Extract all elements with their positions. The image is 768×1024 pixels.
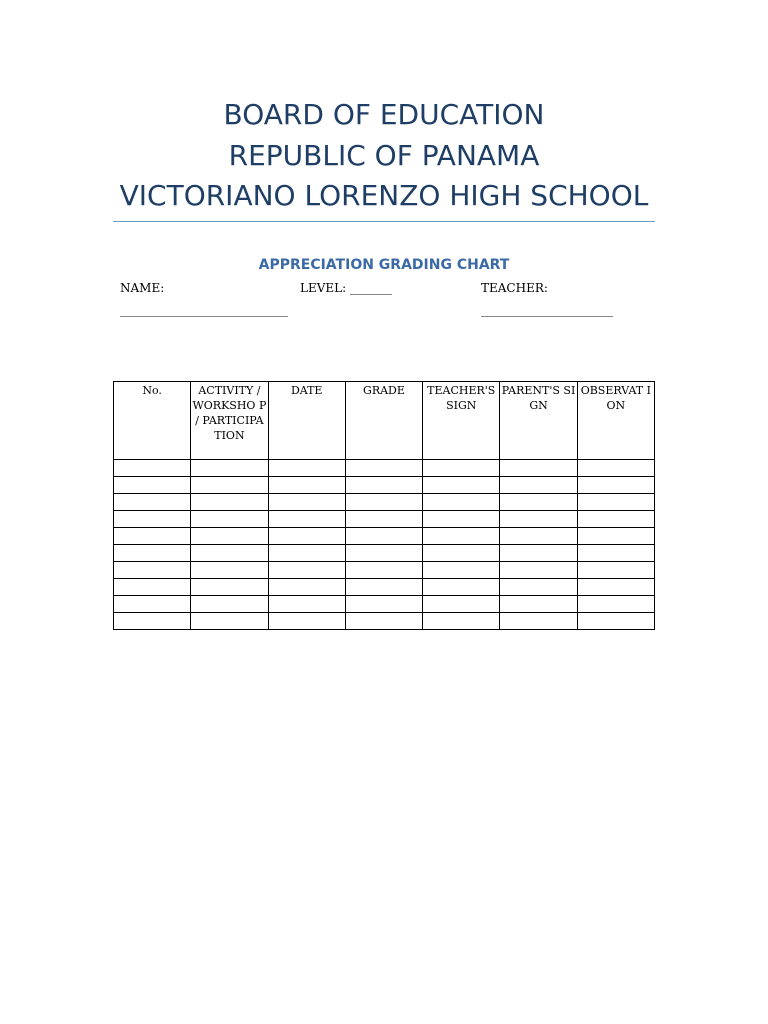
table-cell xyxy=(345,511,422,528)
table-cell xyxy=(191,477,268,494)
table-cell xyxy=(577,613,654,630)
table-cell xyxy=(191,545,268,562)
table-cell xyxy=(577,511,654,528)
table-cell xyxy=(114,596,191,613)
table-row xyxy=(114,460,655,477)
table-cell xyxy=(423,613,500,630)
table-cell xyxy=(577,528,654,545)
table-cell xyxy=(577,460,654,477)
grading-table xyxy=(113,381,655,630)
table-cell xyxy=(114,477,191,494)
col-header-parent-sign: PARENT'S SIGN xyxy=(500,382,577,460)
table-row xyxy=(114,477,655,494)
table-cell xyxy=(345,562,422,579)
table-cell xyxy=(191,579,268,596)
table-cell xyxy=(345,494,422,511)
table-cell xyxy=(500,494,577,511)
table-cell xyxy=(268,596,345,613)
table-cell xyxy=(500,528,577,545)
table-cell xyxy=(114,579,191,596)
table-row xyxy=(114,494,655,511)
table-cell xyxy=(577,562,654,579)
table-cell xyxy=(500,511,577,528)
table-cell xyxy=(345,545,422,562)
table-cell xyxy=(423,596,500,613)
header-republic: REPUBLIC OF PANAMA xyxy=(228,139,540,172)
table-cell xyxy=(268,562,345,579)
col-header-grade: GRADE xyxy=(345,382,422,460)
table-cell xyxy=(500,460,577,477)
table-row xyxy=(114,613,655,630)
table-cell xyxy=(191,494,268,511)
table-cell xyxy=(114,511,191,528)
table-cell xyxy=(268,511,345,528)
table-row xyxy=(114,579,655,596)
table-cell xyxy=(423,494,500,511)
table-cell xyxy=(114,494,191,511)
table-cell xyxy=(423,562,500,579)
table-body xyxy=(114,460,655,630)
table-cell xyxy=(345,528,422,545)
table-cell xyxy=(577,494,654,511)
table-cell xyxy=(268,545,345,562)
table-cell xyxy=(423,579,500,596)
table-cell xyxy=(500,579,577,596)
table-cell xyxy=(114,545,191,562)
table-cell xyxy=(191,596,268,613)
table-cell xyxy=(345,596,422,613)
table-cell xyxy=(114,562,191,579)
table-cell xyxy=(268,579,345,596)
table-row xyxy=(114,528,655,545)
table-row xyxy=(114,596,655,613)
name-blank-line: ____________________________ xyxy=(120,303,288,317)
table-cell xyxy=(268,494,345,511)
table-cell xyxy=(191,613,268,630)
table-cell xyxy=(577,477,654,494)
table-cell xyxy=(500,477,577,494)
table-cell xyxy=(345,613,422,630)
table-cell xyxy=(500,596,577,613)
level-label: LEVEL: _______ xyxy=(300,281,392,295)
table-cell xyxy=(345,477,422,494)
table-cell xyxy=(191,511,268,528)
teacher-blank-line: ______________________ xyxy=(481,303,613,317)
table-cell xyxy=(268,460,345,477)
table-cell xyxy=(345,460,422,477)
table-row xyxy=(114,511,655,528)
col-header-activity: ACTIVITY / WORKSHO P / PARTICIPA TION xyxy=(191,382,268,460)
col-header-teacher-sign: TEACHER'S SIGN xyxy=(423,382,500,460)
col-header-observation: OBSERVAT ION xyxy=(577,382,654,460)
header-divider xyxy=(113,221,655,222)
table-cell xyxy=(268,613,345,630)
table-cell xyxy=(191,562,268,579)
col-header-no: No. xyxy=(114,382,191,460)
table-cell xyxy=(577,579,654,596)
table-cell xyxy=(268,528,345,545)
table-cell xyxy=(423,477,500,494)
table-cell xyxy=(423,545,500,562)
table-cell xyxy=(114,460,191,477)
table-cell xyxy=(500,562,577,579)
teacher-label: TEACHER: xyxy=(481,281,548,295)
table-cell xyxy=(423,460,500,477)
table-cell xyxy=(500,613,577,630)
table-cell xyxy=(500,545,577,562)
chart-title: APPRECIATION GRADING CHART xyxy=(258,257,510,273)
table-cell xyxy=(577,545,654,562)
header-board-of-education: BOARD OF EDUCATION xyxy=(223,98,545,131)
col-header-date: DATE xyxy=(268,382,345,460)
table-cell xyxy=(114,528,191,545)
table-row xyxy=(114,545,655,562)
table-cell xyxy=(114,613,191,630)
table-cell xyxy=(345,579,422,596)
table-row xyxy=(114,562,655,579)
table-cell xyxy=(423,528,500,545)
table-cell xyxy=(191,528,268,545)
name-label: NAME: xyxy=(120,281,165,295)
header-school-name: VICTORIANO LORENZO HIGH SCHOOL xyxy=(119,179,649,212)
table-header-row xyxy=(114,382,655,460)
table-cell xyxy=(191,460,268,477)
table-cell xyxy=(268,477,345,494)
table-cell xyxy=(423,511,500,528)
table-cell xyxy=(577,596,654,613)
